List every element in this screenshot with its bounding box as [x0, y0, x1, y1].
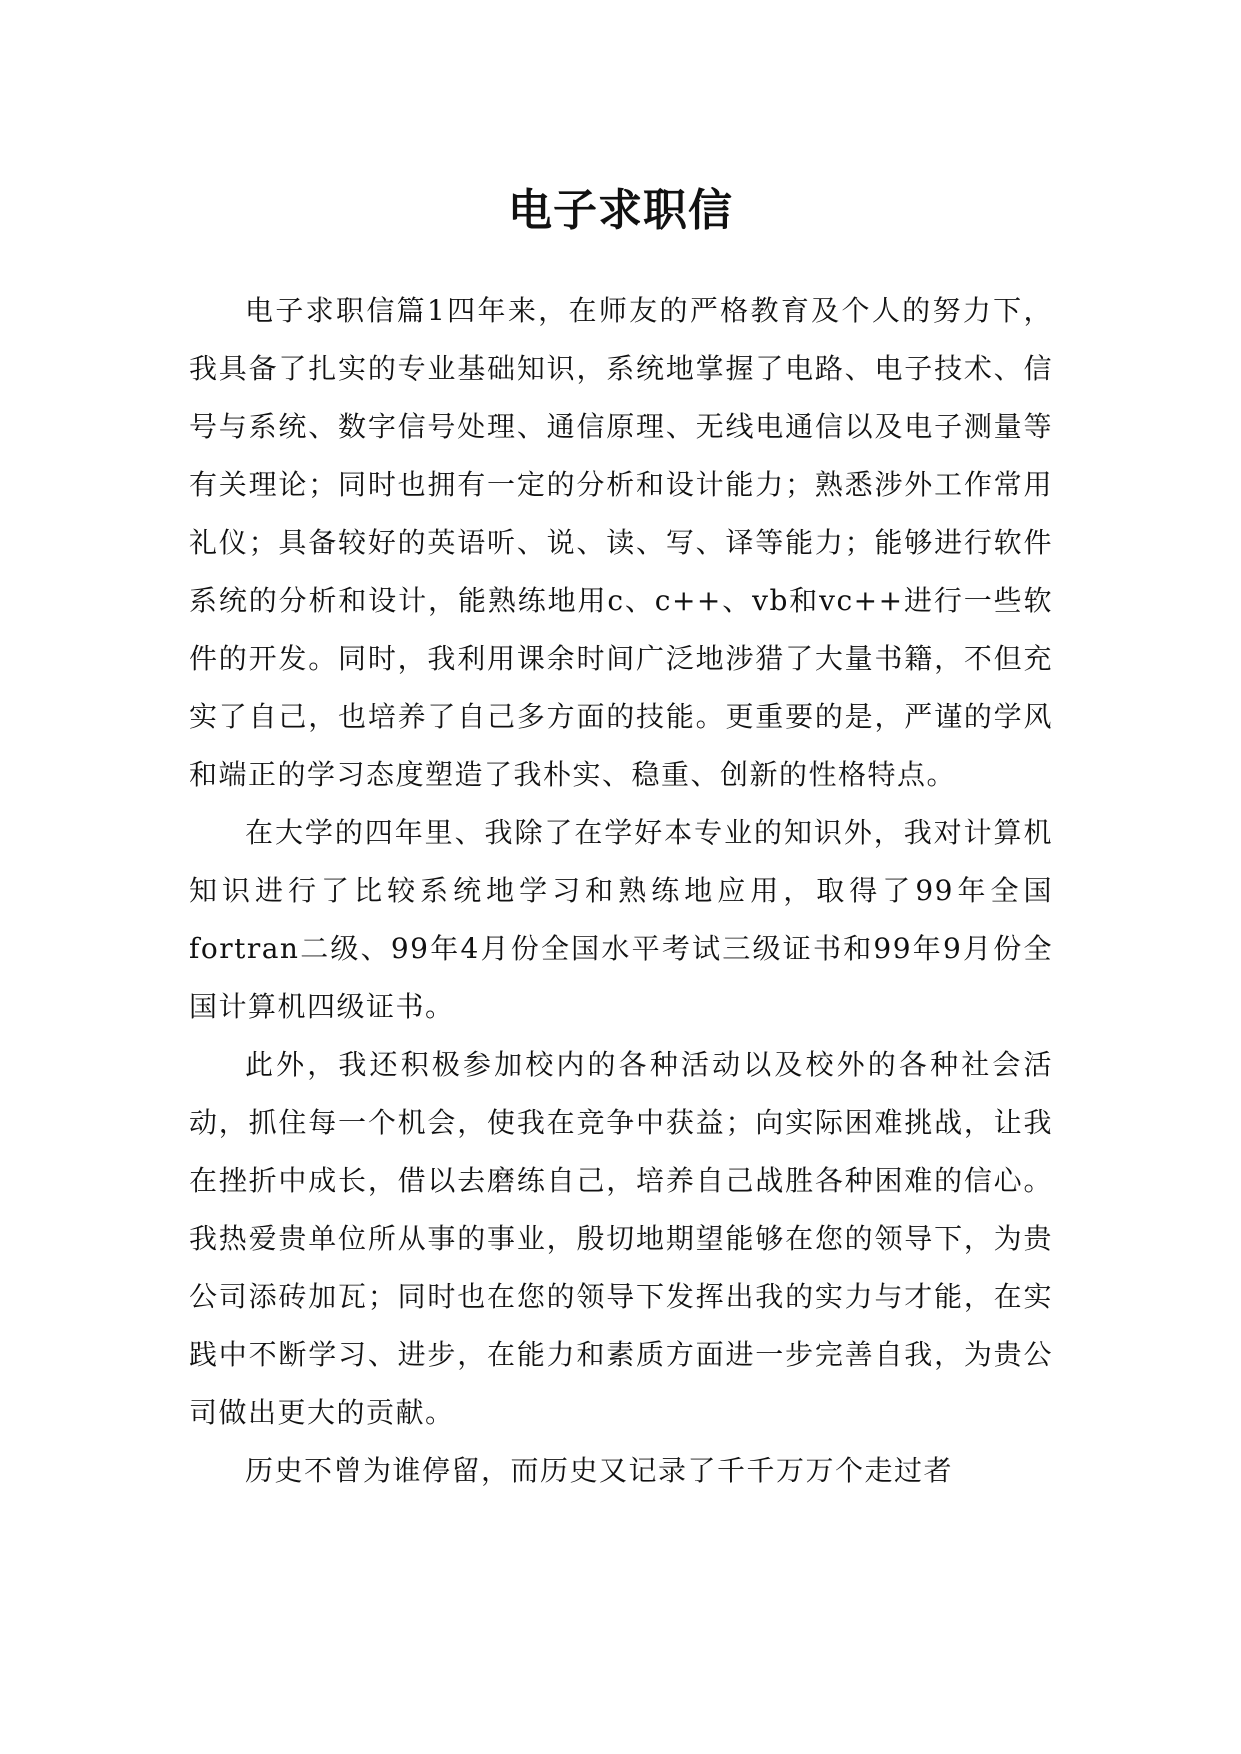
paragraph: 电子求职信篇1四年来，在师友的严格教育及个人的努力下，我具备了扎实的专业基础知识，系统地掌握了电路、电子技术、信号与系统、数字信号处理、通信原理、无线电通信以及电子测量等有关理论；同时也拥有一定的分析和设计能力；熟悉涉外工作常用礼仪；具备较好的英语听、说、读、写、译等能力；能够进行软件系统的分析和设计，能熟练地用c、c++、vb和vc++进行一些软件的开发。同时，我利用课余时间广泛地涉猎了大量书籍，不但充实了自己，也培养了自己多方面的技能。更重要的是，严谨的学风和端正的学习态度塑造了我朴实、稳重、创新的性格特点。	[189, 294, 1053, 791]
document-title: 电子求职信	[508, 185, 733, 237]
document-body	[189, 282, 1053, 1500]
paragraph: 历史不曾为谁停留，而历史又记录了千千万万个走过者	[245, 1454, 954, 1487]
paragraph: 此外，我还积极参加校内的各种活动以及校外的各种社会活动，抓住每一个机会，使我在竞争中获益；向实际困难挑战，让我在挫折中成长，借以去磨练自己，培养自己战胜各种困难的信心。我热爱贵单位所从事的事业，殷切地期望能够在您的领导下，为贵公司添砖加瓦；同时也在您的领导下发挥出我的实力与才能，在实践中不断学习、进步，在能力和素质方面进一步完善自我，为贵公司做出更大的贡献。	[189, 1048, 1053, 1429]
paragraph: 在大学的四年里、我除了在学好本专业的知识外，我对计算机知识进行了比较系统地学习和熟练地应用，取得了99年全国fortran二级、99年4月份全国水平考试三级证书和99年9月份全国计算机四级证书。	[189, 816, 1053, 1023]
